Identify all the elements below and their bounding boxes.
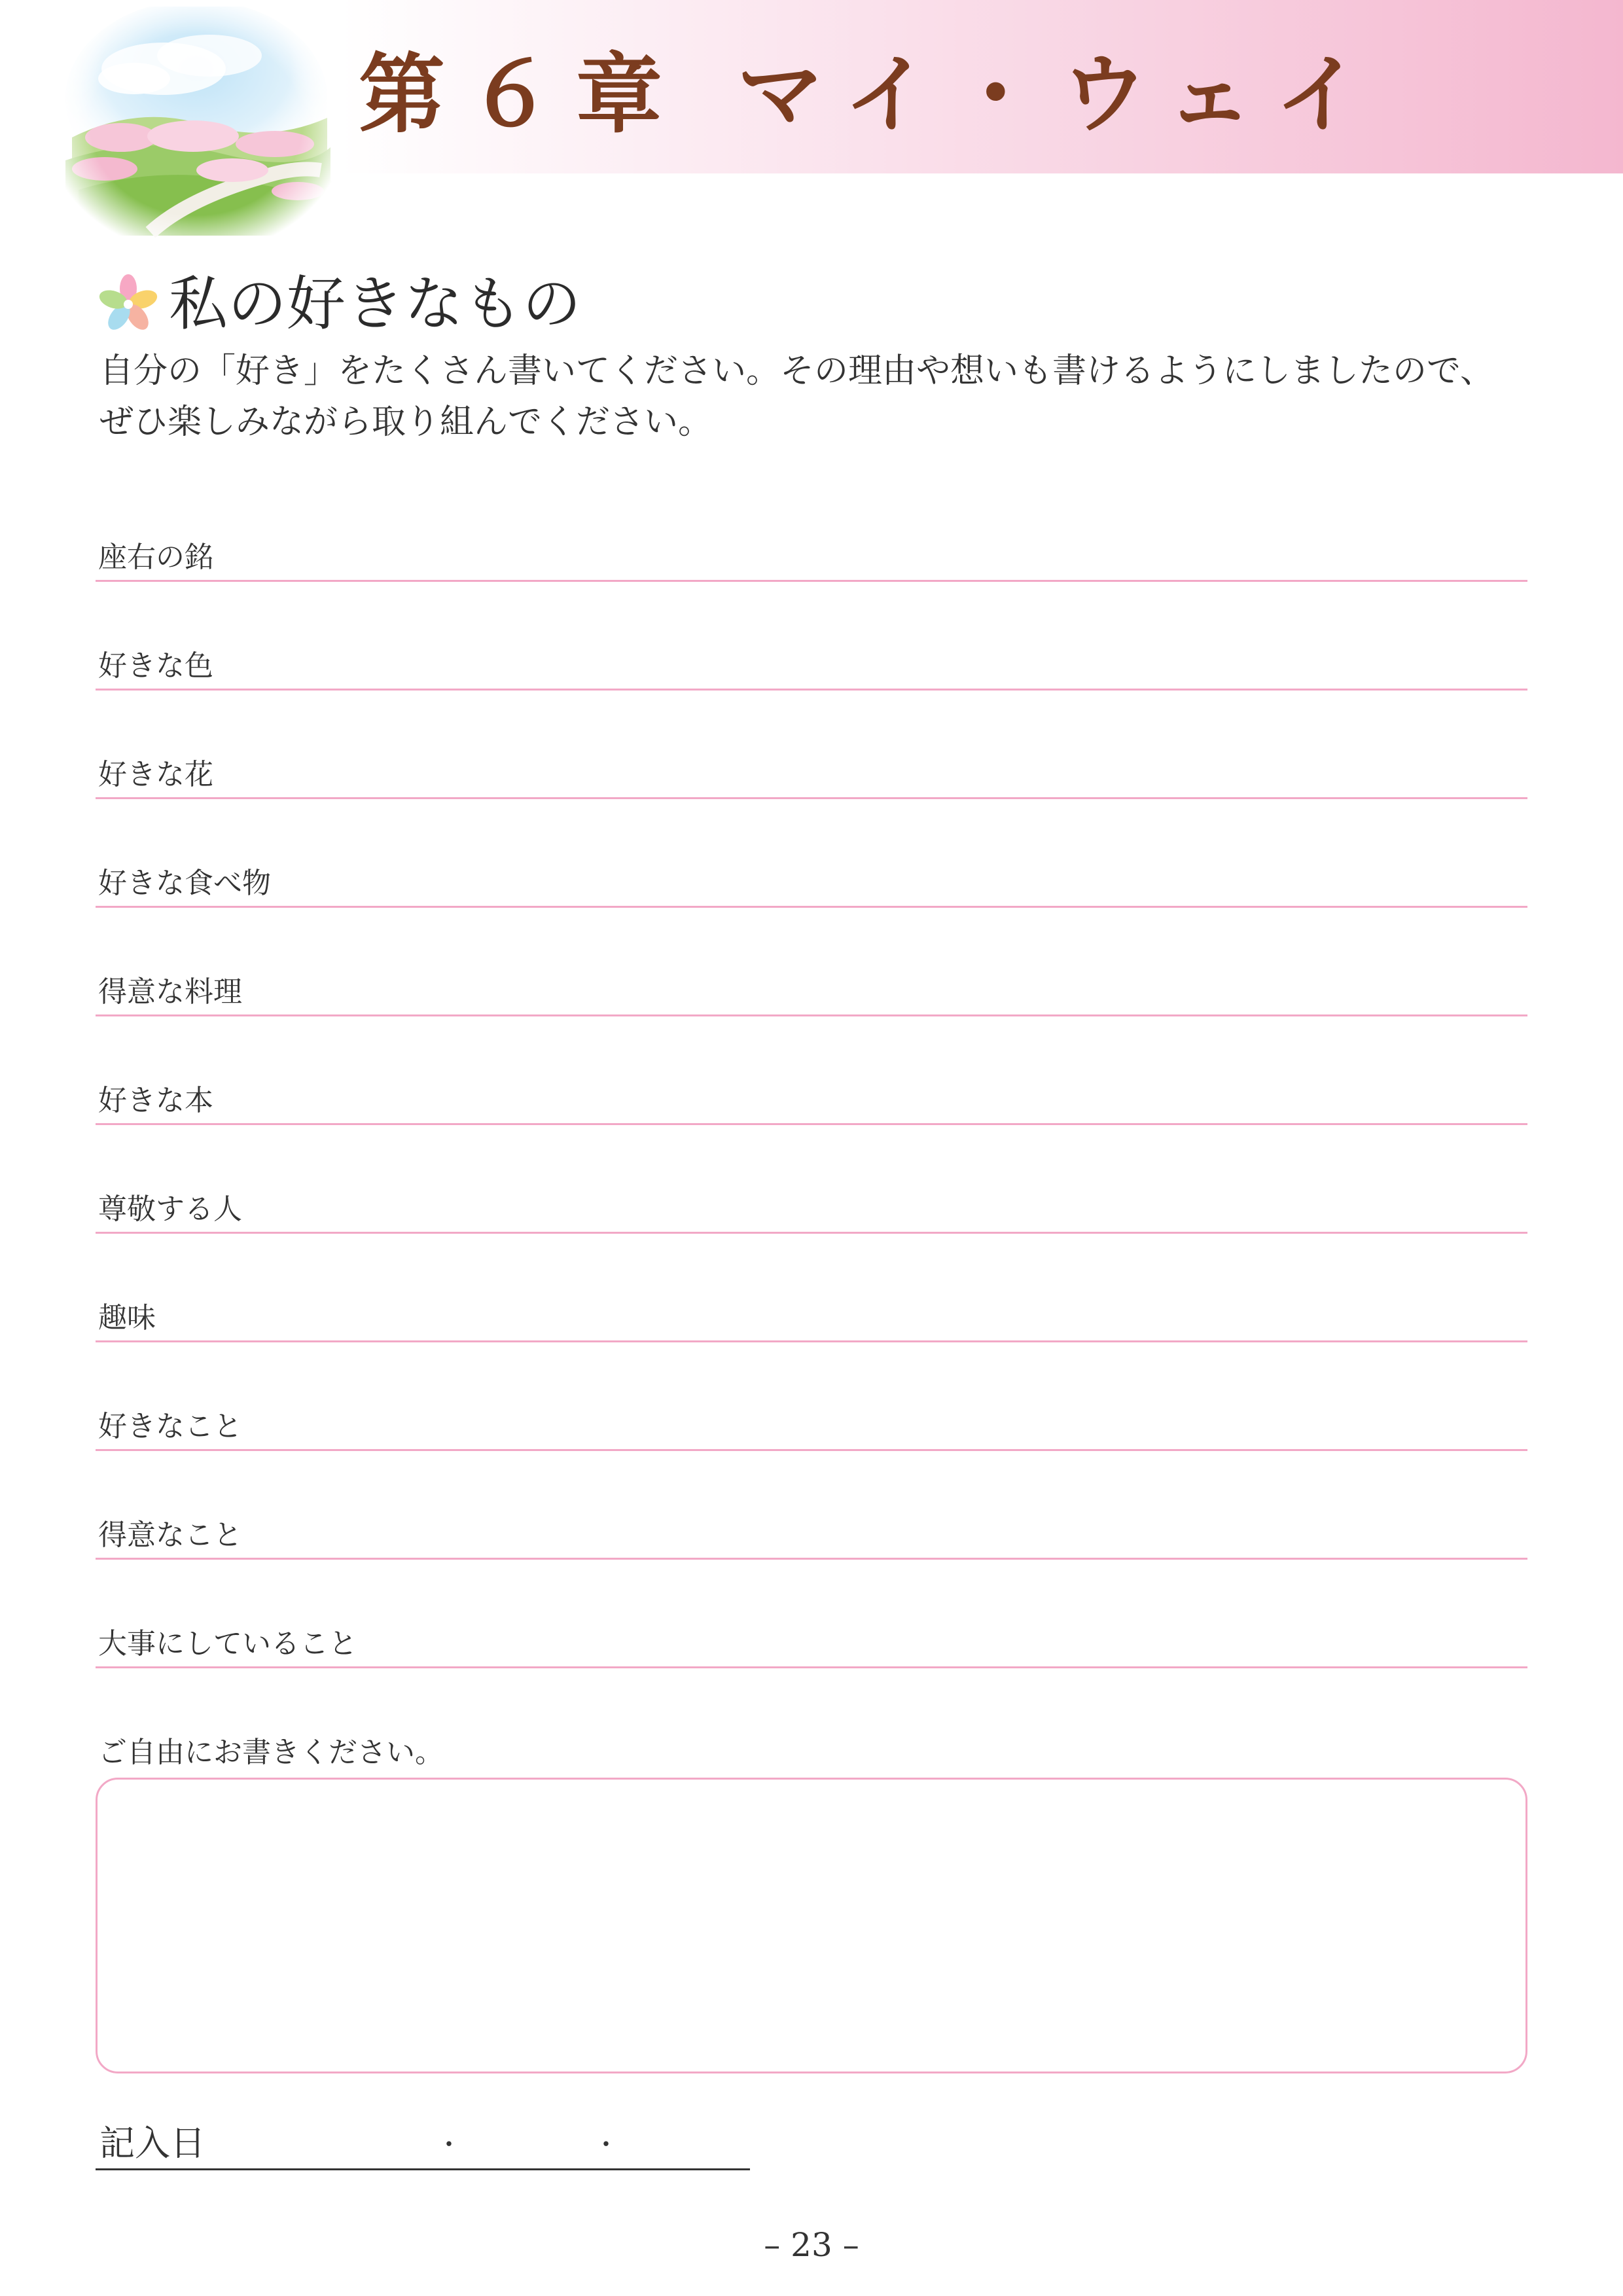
field-row-favorite-book[interactable] [96, 1058, 1527, 1125]
field-row-specialty-dish[interactable] [96, 949, 1527, 1016]
field-label: 得意な料理 [98, 975, 242, 1009]
field-label: 大事にしていること [98, 1627, 357, 1660]
landscape-illustration [59, 7, 334, 242]
entry-date-label: 記入日 [99, 2123, 205, 2164]
field-label: 得意なこと [98, 1518, 242, 1552]
date-separator: ・ [593, 2130, 619, 2160]
field-label: 尊敬する人 [98, 1193, 242, 1226]
field-row-favorite-thing[interactable] [96, 1384, 1527, 1451]
page-number: – 23 – [764, 2226, 859, 2264]
field-label: 好きな色 [98, 649, 213, 683]
field-row-motto[interactable] [96, 514, 1527, 582]
field-row-strength[interactable] [96, 1492, 1527, 1560]
section-title: 私の好きなもの [169, 270, 581, 338]
free-text-box[interactable] [96, 1778, 1527, 2073]
field-label: 好きなこと [98, 1410, 242, 1443]
field-label: 好きな本 [98, 1084, 213, 1117]
field-row-hobby[interactable] [96, 1275, 1527, 1342]
field-row-respected-person[interactable] [96, 1166, 1527, 1234]
field-row-favorite-flower[interactable] [96, 732, 1527, 799]
intro-text-line: 自分の「好き」をたくさん書いてください。その理由や想いも書けるようにしましたので、 [99, 351, 1494, 391]
field-label: 好きな食べ物 [98, 867, 271, 900]
chapter-title: 第６章 マイ・ウェイ [359, 44, 1384, 145]
section-heading [96, 265, 581, 344]
field-label: 趣味 [98, 1301, 156, 1335]
free-text-label: ご自由にお書きください。 [98, 1736, 444, 1769]
flower-icon [96, 272, 161, 337]
field-row-valued-thing[interactable] [96, 1601, 1527, 1668]
field-label: 好きな花 [98, 758, 213, 791]
field-row-favorite-food[interactable] [96, 840, 1527, 908]
date-separator: ・ [436, 2130, 462, 2160]
field-label: 座右の銘 [98, 541, 213, 574]
intro-text-line: ぜひ楽しみながら取り組んでください。 [99, 403, 713, 442]
entry-date-field[interactable] [96, 2111, 750, 2170]
field-row-favorite-color[interactable] [96, 623, 1527, 691]
